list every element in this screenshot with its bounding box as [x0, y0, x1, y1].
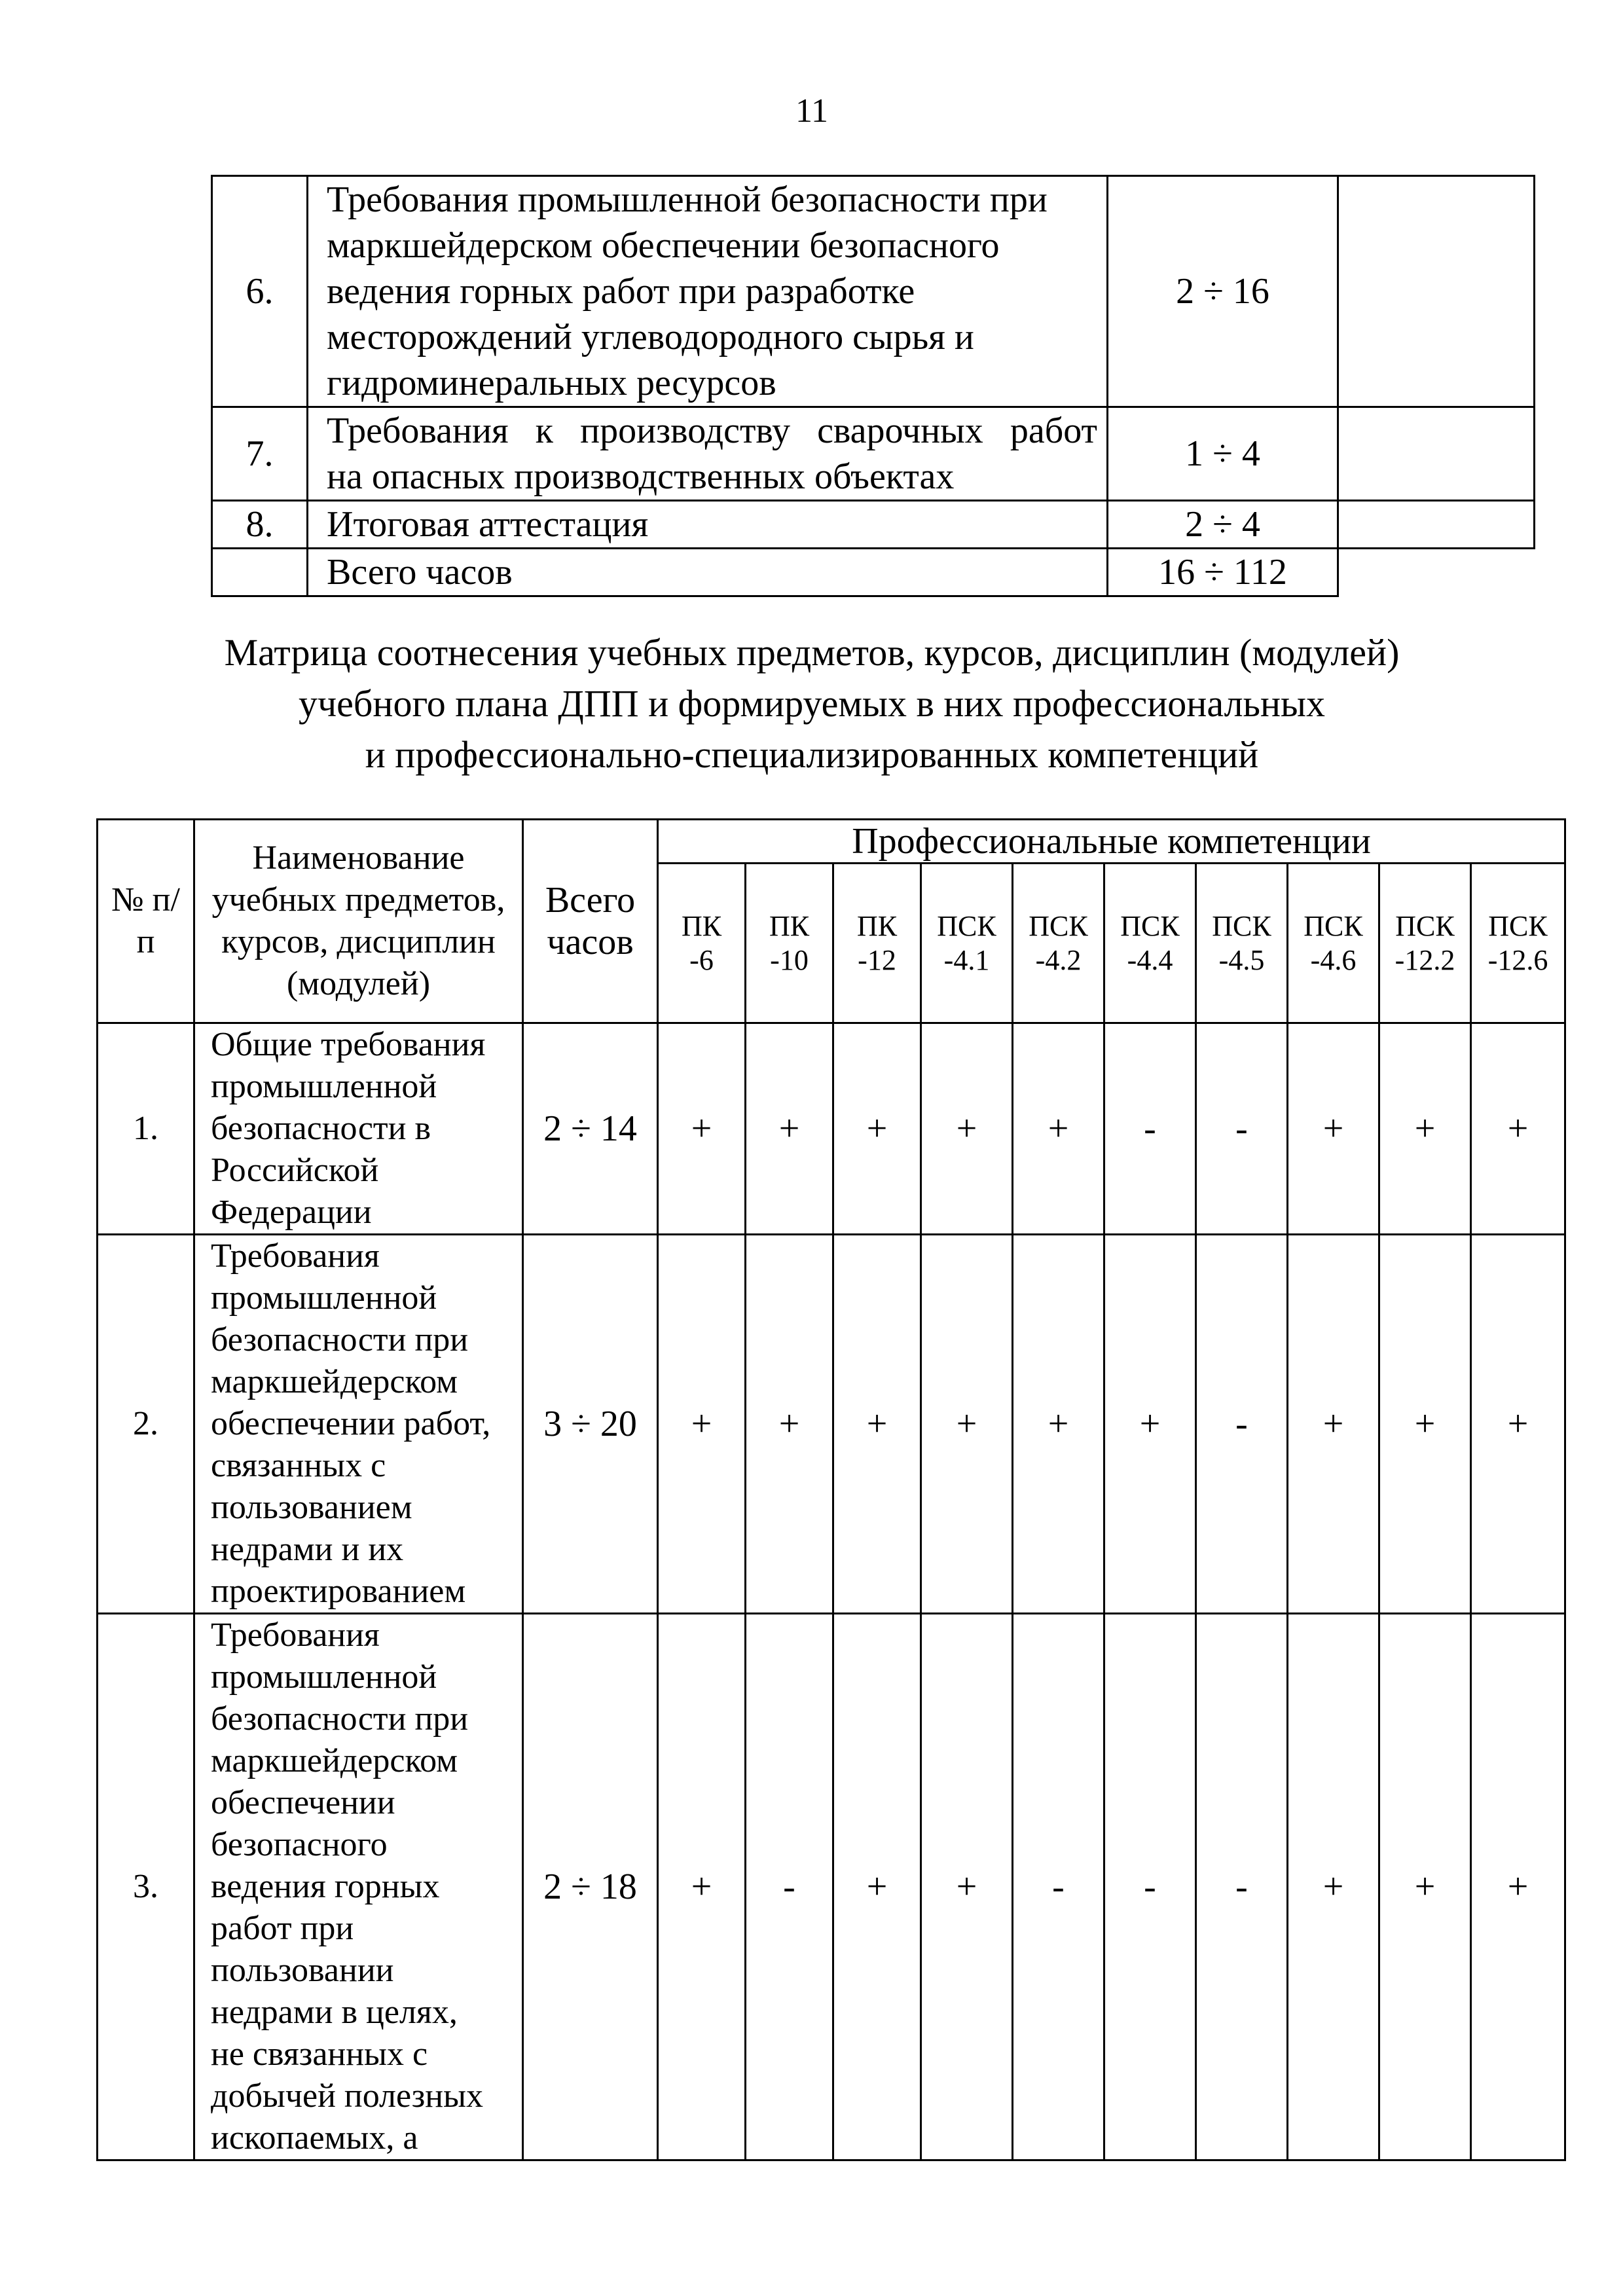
subject-name-line: проектированием [211, 1573, 466, 1610]
table-row [212, 407, 1535, 501]
subject-name-line: Требования к производству сварочных работ [327, 410, 1097, 451]
hours-value: 2 ÷ 4 [1108, 501, 1338, 549]
subject-name-line: пользовании [211, 1952, 394, 1989]
subject-name-line: гидроминеральных ресурсов [327, 363, 776, 403]
competency-mark: + [1471, 1614, 1565, 2160]
header-row [98, 820, 1565, 864]
subject-name [308, 407, 1108, 501]
competency-mark: + [833, 1023, 921, 1235]
competency-mark: + [1013, 1235, 1104, 1614]
empty-cell [212, 549, 308, 596]
hours-value: 2 ÷ 18 [523, 1614, 658, 2160]
subject-name-line: связанных с [211, 1447, 386, 1484]
table-row [212, 501, 1535, 549]
competency-mark: - [1013, 1614, 1104, 2160]
subject-name-line: Требования промышленной безопасности при [327, 179, 1048, 220]
matrix-title-line: Матрица соотнесения учебных предметов, курсов, дисциплин (модулей) [224, 631, 1400, 674]
competency-mark: + [746, 1023, 833, 1235]
subject-name-line: добычей полезных [211, 2077, 484, 2115]
total-label: Всего часов [308, 549, 1108, 596]
header-hours: Всего часов [523, 820, 658, 1023]
competency-header: ПК -12 [833, 864, 921, 1023]
competency-mark: + [921, 1023, 1013, 1235]
competency-header: ПСК -12.2 [1379, 864, 1471, 1023]
competency-mark: + [658, 1614, 746, 2160]
competency-header: ПСК -4.4 [1104, 864, 1196, 1023]
subject-name-line: маркшейдерском обеспечении безопасного [327, 225, 1000, 266]
empty-cell [1338, 407, 1535, 501]
subject-name-line: безопасности при [211, 1700, 469, 1738]
total-hours: 16 ÷ 112 [1108, 549, 1338, 596]
competency-mark: + [833, 1614, 921, 2160]
competency-mark: + [1471, 1023, 1565, 1235]
subject-name-line: Требования [211, 1616, 380, 1654]
subject-name-line: безопасности в [211, 1110, 431, 1147]
subject-name [194, 1235, 523, 1614]
competency-mark: + [1288, 1235, 1379, 1614]
table-row [98, 1235, 1565, 1614]
header-num: № п/п [98, 820, 194, 1023]
matrix-title [196, 627, 1427, 780]
competency-header: ПСК -4.2 [1013, 864, 1104, 1023]
matrix-title-line: учебного плана ДПП и формируемых в них профессиональных [298, 682, 1325, 725]
subject-name [308, 501, 1108, 549]
subject-name-line: Общие требования [211, 1026, 486, 1063]
competency-mark: + [1288, 1023, 1379, 1235]
subject-name-line: работ при [211, 1910, 354, 1947]
subject-name-line: Требования [211, 1237, 380, 1275]
competency-mark: + [1379, 1614, 1471, 2160]
row-number: 1. [98, 1023, 194, 1235]
competency-header: ПСК -4.1 [921, 864, 1013, 1023]
table-row [98, 1614, 1565, 2160]
subject-name-line: недрами в целях, [211, 1994, 458, 2031]
subject-name-line: на опасных производственных объектах [327, 456, 955, 497]
competency-matrix [96, 818, 1566, 2161]
page-number: 11 [795, 92, 829, 130]
total-row [212, 549, 1535, 596]
competency-mark: + [658, 1235, 746, 1614]
competency-mark: + [746, 1235, 833, 1614]
competency-mark: + [921, 1614, 1013, 2160]
competency-mark: + [1379, 1023, 1471, 1235]
empty-cell [1338, 549, 1535, 596]
subject-name-line: безопасного [211, 1826, 388, 1863]
competency-header: ПК -10 [746, 864, 833, 1023]
subject-name [194, 1614, 523, 2160]
subject-name-line: обеспечении [211, 1784, 395, 1821]
subject-name [308, 176, 1108, 407]
subject-name-line: обеспечении работ, [211, 1405, 491, 1442]
header-name: Наименование учебных предметов, курсов, дисциплин (модулей) [194, 820, 523, 1023]
subject-name-line: ведения горных [211, 1868, 440, 1905]
competency-header: ПСК -4.6 [1288, 864, 1379, 1023]
competency-mark: + [833, 1235, 921, 1614]
competency-header: ПК -6 [658, 864, 746, 1023]
competency-mark: + [1013, 1023, 1104, 1235]
subject-name-line: пользованием [211, 1489, 412, 1526]
subject-name-line: промышленной [211, 1068, 437, 1105]
competency-mark: + [921, 1235, 1013, 1614]
competency-mark: + [658, 1023, 746, 1235]
subject-name-line: промышленной [211, 1279, 437, 1317]
subject-name-line: ископаемых, а [211, 2119, 418, 2157]
competency-mark: - [1104, 1023, 1196, 1235]
subject-name-line: безопасности при [211, 1321, 469, 1358]
competency-mark: + [1471, 1235, 1565, 1614]
competency-mark: - [1104, 1614, 1196, 2160]
subject-name [194, 1023, 523, 1235]
subject-name-line: промышленной [211, 1658, 437, 1696]
matrix-title-line: и профессионально-специализированных компетенций [365, 733, 1259, 776]
subject-name-line: не связанных с [211, 2035, 428, 2073]
row-number: 7. [212, 407, 308, 501]
subject-name-line: Федерации [211, 1194, 372, 1231]
competency-mark: - [746, 1614, 833, 2160]
row-number: 3. [98, 1614, 194, 2160]
empty-cell [1338, 501, 1535, 549]
hours-table [211, 175, 1535, 597]
competency-header: ПСК -12.6 [1471, 864, 1565, 1023]
competency-mark: - [1196, 1614, 1288, 2160]
subject-name-line: маркшейдерском [211, 1742, 458, 1779]
subject-name-line: маркшейдерском [211, 1363, 458, 1400]
subject-name-line: ведения горных работ при разработке [327, 271, 915, 312]
row-number: 6. [212, 176, 308, 407]
competency-mark: + [1104, 1235, 1196, 1614]
competency-mark: + [1288, 1614, 1379, 2160]
header-competencies-group: Профессиональные компетенции [658, 820, 1565, 864]
empty-cell [1338, 176, 1535, 407]
subject-name-line: недрами и их [211, 1531, 404, 1568]
row-number: 8. [212, 501, 308, 549]
competency-header: ПСК -4.5 [1196, 864, 1288, 1023]
hours-value: 1 ÷ 4 [1108, 407, 1338, 501]
subject-name-line: Российской [211, 1152, 379, 1189]
competency-mark: - [1196, 1235, 1288, 1614]
competency-mark: + [1379, 1235, 1471, 1614]
subject-name-line: Итоговая аттестация [327, 504, 649, 545]
hours-value: 3 ÷ 20 [523, 1235, 658, 1614]
subject-name-line: месторождений углеводородного сырья и [327, 317, 974, 357]
row-number: 2. [98, 1235, 194, 1614]
hours-value: 2 ÷ 16 [1108, 176, 1338, 407]
table-row [98, 1023, 1565, 1235]
competency-mark: - [1196, 1023, 1288, 1235]
hours-value: 2 ÷ 14 [523, 1023, 658, 1235]
table-row [212, 176, 1535, 407]
